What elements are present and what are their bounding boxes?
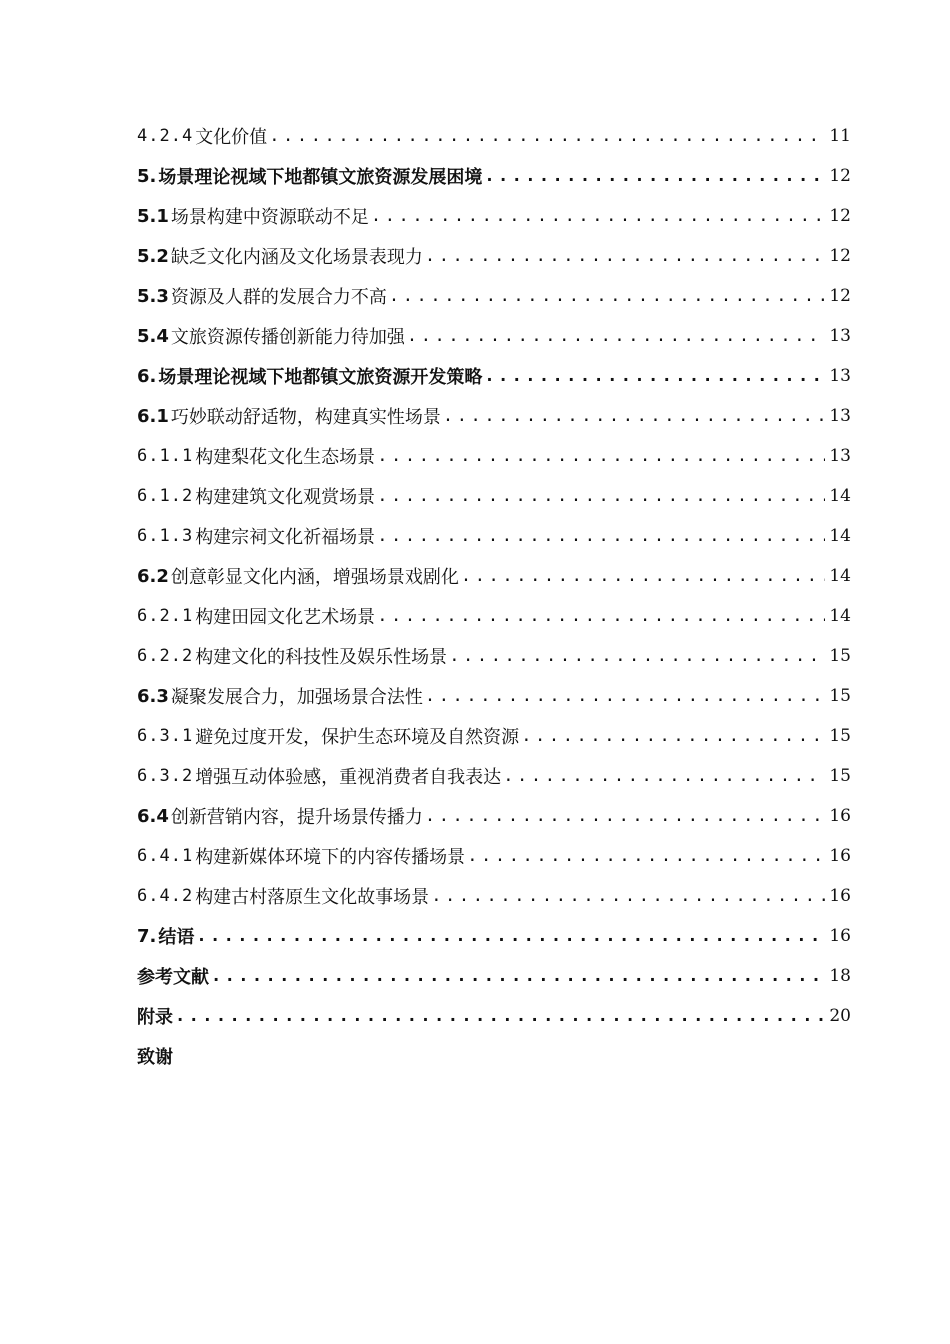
toc-entry-page-number: 12 (829, 286, 851, 306)
toc-entry[interactable] (137, 636, 851, 676)
toc-entry-page-number: 13 (829, 326, 851, 346)
toc-entry-page-number: 14 (829, 606, 851, 626)
toc-entry[interactable] (137, 436, 851, 476)
toc-entry-title: 参考文献 (137, 967, 209, 988)
toc-entry[interactable] (137, 276, 851, 316)
toc-entry-number: 6. (137, 365, 157, 387)
toc-dot-leader (175, 1006, 825, 1026)
toc-dot-leader (425, 246, 825, 266)
toc-entry-page-number: 11 (829, 126, 851, 146)
toc-entry-number: 6.3 (137, 685, 169, 707)
toc-dot-leader (484, 166, 825, 186)
toc-entry[interactable] (137, 116, 851, 156)
toc-dot-leader (407, 326, 825, 346)
toc-entry-number: 6.1.3 (137, 526, 194, 546)
toc-entry-title: 资源及人群的发展合力不高 (170, 287, 387, 308)
toc-entry-title: 构建建筑文化观赏场景 (195, 487, 376, 508)
toc-entry[interactable] (137, 596, 851, 636)
toc-entry-title: 致谢 (137, 1047, 173, 1068)
toc-entry-page-number: 12 (829, 206, 851, 226)
toc-entry-page-number: 13 (829, 446, 851, 466)
toc-entry[interactable] (137, 756, 851, 796)
toc-entry-number: 6.1.1 (137, 446, 194, 466)
toc-entry-page-number: 15 (829, 766, 851, 786)
toc-dot-leader (211, 966, 825, 986)
toc-entry[interactable] (137, 996, 851, 1036)
toc-entry-title: 附录 (137, 1007, 173, 1028)
toc-entry-number: 6.1 (137, 405, 169, 427)
toc-entry-title: 场景理论视域下地都镇文旅资源开发策略 (158, 367, 483, 388)
toc-entry-page-number: 15 (829, 726, 851, 746)
toc-entry-page-number: 16 (829, 926, 851, 946)
toc-dot-leader (389, 286, 825, 306)
toc-entry[interactable] (137, 356, 851, 396)
toc-entry-number: 5. (137, 165, 157, 187)
toc-entry-page-number: 12 (829, 166, 851, 186)
toc-dot-leader (431, 886, 825, 906)
toc-entry-number: 6.4.2 (137, 886, 194, 906)
toc-entry-page-number: 12 (829, 246, 851, 266)
toc-entry-page-number: 13 (829, 406, 851, 426)
toc-dot-leader (521, 726, 825, 746)
toc-entry-page-number: 20 (829, 1006, 851, 1026)
toc-entry-page-number: 18 (829, 966, 851, 986)
toc-entry[interactable] (137, 156, 851, 196)
toc-entry-title: 创新营销内容，提升场景传播力 (170, 807, 423, 828)
toc-entry[interactable] (137, 1036, 851, 1076)
toc-entry-number: 6.3.1 (137, 726, 194, 746)
toc-entry-page-number: 15 (829, 686, 851, 706)
table-of-contents (137, 116, 851, 1076)
toc-dot-leader (377, 446, 825, 466)
toc-entry[interactable] (137, 836, 851, 876)
toc-entry[interactable] (137, 916, 851, 956)
toc-dot-leader (377, 606, 825, 626)
toc-entry-title: 构建古村落原生文化故事场景 (195, 887, 430, 908)
toc-entry-title: 文化价值 (195, 127, 268, 148)
toc-entry[interactable] (137, 516, 851, 556)
toc-entry[interactable] (137, 796, 851, 836)
toc-entry-title: 增强互动体验感，重视消费者自我表达 (195, 767, 502, 788)
toc-entry-number: 4.2.4 (137, 126, 194, 146)
toc-entry-number: 5.3 (137, 285, 169, 307)
toc-entry-number: 5.1 (137, 205, 169, 227)
toc-entry[interactable] (137, 676, 851, 716)
toc-entry-number: 7. (137, 925, 157, 947)
toc-entry[interactable] (137, 556, 851, 596)
toc-entry-title: 凝聚发展合力，加强场景合法性 (170, 687, 423, 708)
toc-entry-page-number: 14 (829, 566, 851, 586)
toc-entry-title: 场景构建中资源联动不足 (170, 207, 369, 228)
toc-entry[interactable] (137, 316, 851, 356)
toc-dot-leader (425, 686, 825, 706)
toc-entry-title: 构建田园文化艺术场景 (195, 607, 376, 628)
toc-dot-leader (484, 366, 825, 386)
toc-entry-number: 6.2.2 (137, 646, 194, 666)
toc-entry[interactable] (137, 956, 851, 996)
toc-dot-leader (443, 406, 825, 426)
toc-dot-leader (196, 926, 825, 946)
toc-entry[interactable] (137, 396, 851, 436)
toc-entry-page-number: 13 (829, 366, 851, 386)
toc-entry-title: 结语 (158, 927, 195, 948)
toc-entry-page-number: 14 (829, 486, 851, 506)
toc-dot-leader (377, 526, 825, 546)
toc-entry-title: 创意彰显文化内涵，增强场景戏剧化 (170, 567, 459, 588)
toc-entry[interactable] (137, 476, 851, 516)
toc-entry-number: 6.4.1 (137, 846, 194, 866)
toc-entry-number: 5.4 (137, 325, 169, 347)
toc-entry[interactable] (137, 236, 851, 276)
toc-entry-title: 巧妙联动舒适物，构建真实性场景 (170, 407, 441, 428)
toc-entry-title: 构建梨花文化生态场景 (195, 447, 376, 468)
toc-entry-number: 5.2 (137, 245, 169, 267)
toc-dot-leader (371, 206, 825, 226)
toc-entry-page-number: 16 (829, 886, 851, 906)
toc-dot-leader (425, 806, 825, 826)
toc-dot-leader (269, 126, 825, 146)
toc-dot-leader (461, 566, 825, 586)
toc-dot-leader (467, 846, 825, 866)
toc-dot-leader (449, 646, 825, 666)
toc-entry-number: 6.2 (137, 565, 169, 587)
toc-entry[interactable] (137, 196, 851, 236)
toc-entry[interactable] (137, 716, 851, 756)
toc-entry-page-number: 16 (829, 846, 851, 866)
toc-entry-title: 缺乏文化内涵及文化场景表现力 (170, 247, 423, 268)
toc-entry-page-number: 14 (829, 526, 851, 546)
toc-dot-leader (377, 486, 825, 506)
toc-entry-title: 文旅资源传播创新能力待加强 (170, 327, 405, 348)
toc-entry-title: 构建文化的科技性及娱乐性场景 (195, 647, 448, 668)
toc-entry-number: 6.4 (137, 805, 169, 827)
toc-entry-number: 6.3.2 (137, 766, 194, 786)
toc-entry-page-number: 15 (829, 646, 851, 666)
toc-entry-title: 构建宗祠文化祈福场景 (195, 527, 376, 548)
toc-entry-title: 构建新媒体环境下的内容传播场景 (195, 847, 466, 868)
toc-entry-number: 6.2.1 (137, 606, 194, 626)
toc-entry-page-number: 16 (829, 806, 851, 826)
toc-entry-title: 避免过度开发，保护生态环境及自然资源 (195, 727, 520, 748)
toc-entry-number: 6.1.2 (137, 486, 194, 506)
toc-entry-title: 场景理论视域下地都镇文旅资源发展困境 (158, 167, 483, 188)
toc-dot-leader (503, 766, 825, 786)
toc-entry[interactable] (137, 876, 851, 916)
